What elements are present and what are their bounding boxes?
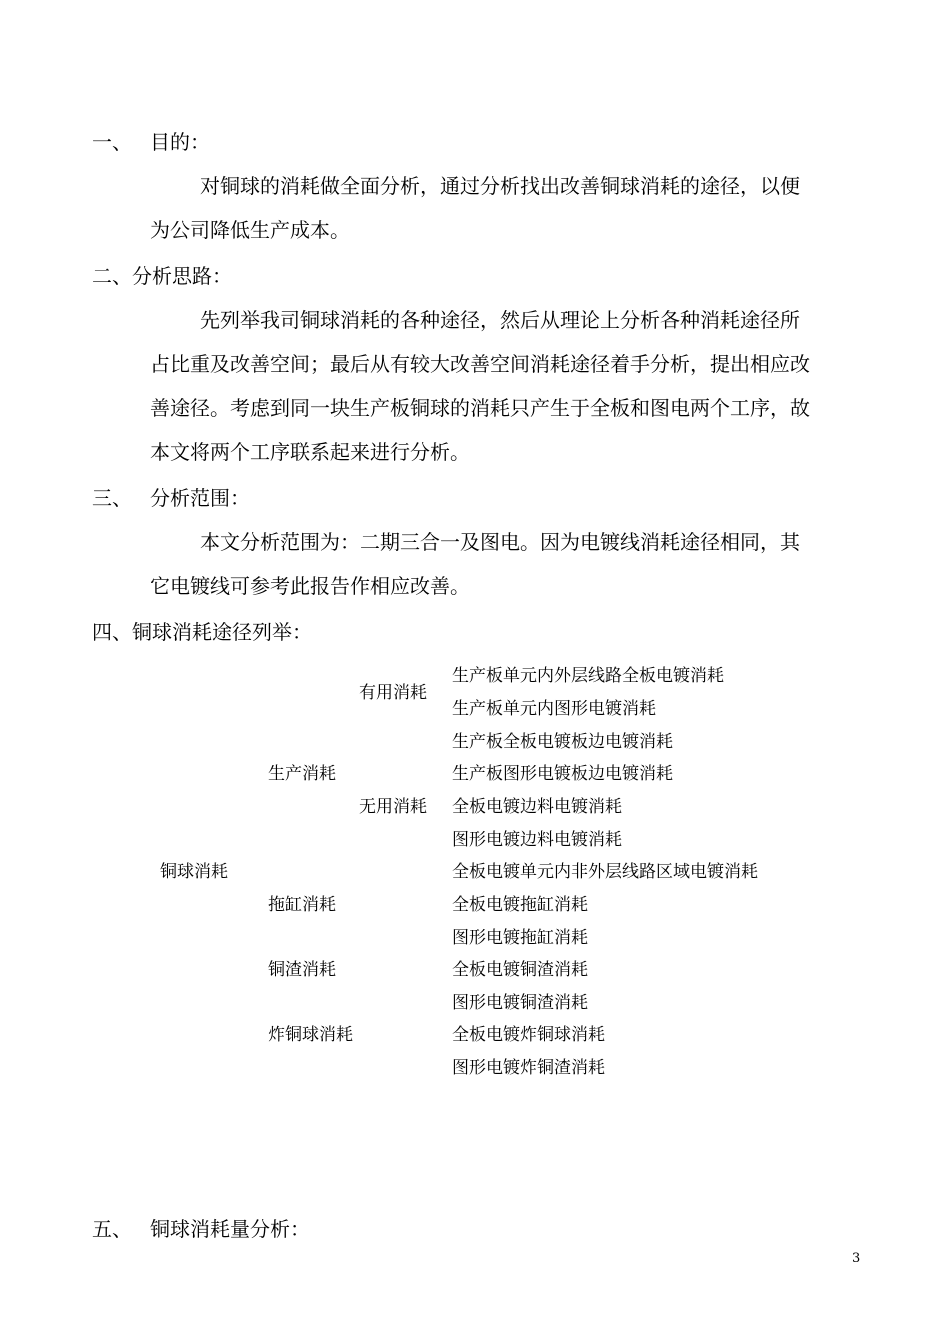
tree-level1-item: 生产消耗 <box>268 764 336 784</box>
tree-root: 铜球消耗 <box>160 862 228 882</box>
tree-leaf-item: 全板电镀单元内非外层线路区域电镀消耗 <box>452 862 758 882</box>
section-1-paragraph-line: 为公司降低生产成本。 <box>150 218 350 242</box>
section-3-paragraph-line: 它电镀线可参考此报告作相应改善。 <box>150 574 470 598</box>
tree-leaf-item: 图形电镀边料电镀消耗 <box>452 830 622 850</box>
section-title: 目的： <box>150 130 210 154</box>
section-1-paragraph-line: 对铜球的消耗做全面分析，通过分析找出改善铜球消耗的途径，以便 <box>200 174 800 198</box>
page-number: 3 <box>852 1251 861 1266</box>
section-2-paragraph-line: 占比重及改善空间；最后从有较大改善空间消耗途径着手分析，提出相应改 <box>150 352 810 376</box>
tree-level2-item: 无用消耗 <box>359 797 427 817</box>
section-2-paragraph-line: 本文将两个工序联系起来进行分析。 <box>150 440 470 464</box>
tree-leaf-item: 全板电镀铜渣消耗 <box>452 960 588 980</box>
section-title: 二、分析思路： <box>92 264 232 288</box>
tree-level1-item: 炸铜球消耗 <box>268 1025 353 1045</box>
tree-leaf-item: 生产板单元内图形电镀消耗 <box>452 699 656 719</box>
section-title: 铜球消耗量分析： <box>150 1217 310 1241</box>
section-title: 四、铜球消耗途径列举： <box>92 620 312 644</box>
tree-leaf-item: 生产板全板电镀板边电镀消耗 <box>452 732 673 752</box>
tree-level1-item: 铜渣消耗 <box>268 960 336 980</box>
section-number: 五、 <box>92 1217 132 1241</box>
section-number: 三、 <box>92 486 132 510</box>
section-2-paragraph-line: 善途径。考虑到同一块生产板铜球的消耗只产生于全板和图电两个工序，故 <box>150 396 810 420</box>
tree-leaf-item: 全板电镀炸铜球消耗 <box>452 1025 605 1045</box>
tree-leaf-item: 图形电镀炸铜渣消耗 <box>452 1058 605 1078</box>
tree-leaf-item: 全板电镀拖缸消耗 <box>452 895 588 915</box>
tree-level2-item: 有用消耗 <box>359 683 427 703</box>
section-2-paragraph-line: 先列举我司铜球消耗的各种途径，然后从理论上分析各种消耗途径所 <box>200 308 800 332</box>
tree-leaf-item: 图形电镀拖缸消耗 <box>452 928 588 948</box>
section-number: 一、 <box>92 130 132 154</box>
section-3-paragraph-line: 本文分析范围为：二期三合一及图电。因为电镀线消耗途径相同，其 <box>200 530 800 554</box>
tree-leaf-item: 全板电镀边料电镀消耗 <box>452 797 622 817</box>
tree-leaf-item: 生产板单元内外层线路全板电镀消耗 <box>452 666 724 686</box>
tree-leaf-item: 图形电镀铜渣消耗 <box>452 993 588 1013</box>
tree-leaf-item: 生产板图形电镀板边电镀消耗 <box>452 764 673 784</box>
section-title: 分析范围： <box>150 486 250 510</box>
tree-level1-item: 拖缸消耗 <box>268 895 336 915</box>
